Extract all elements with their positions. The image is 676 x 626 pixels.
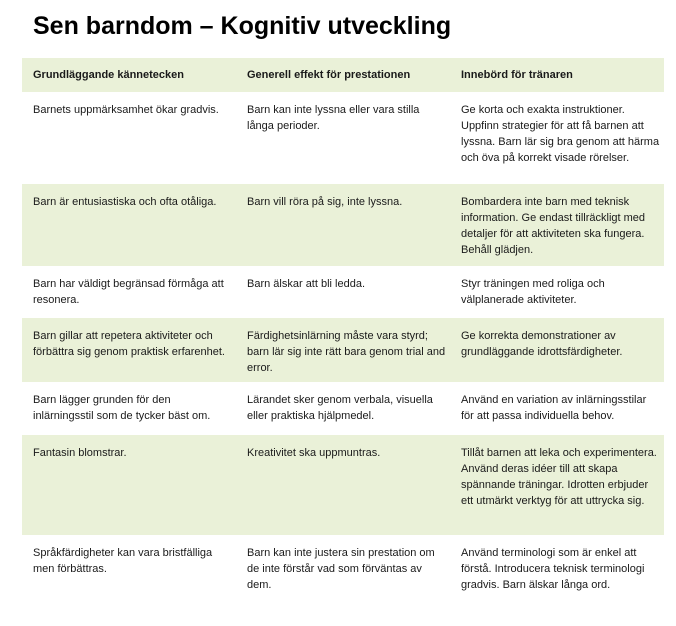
table-row [22,266,664,318]
table-row [22,318,664,382]
table-cell: Tillåt barnen att leka och experimentera. Använd deras idéer till att skapa spännande träningar. Idrotten erbjuder ett utmärkt verktyg för att uttrycka sig. [461,447,657,507]
table-cell: Barn är entusiastiska och ofta otåliga. [33,196,217,208]
column-header: Grundläggande kännetecken [33,69,184,81]
table-cell: Färdighetsinlärning måste vara styrd; barn lär sig inte rätt bara genom trial and error. [247,330,446,374]
table-cell: Barn gillar att repetera aktiviteter och förbättra sig genom praktisk erfarenhet. [33,330,225,358]
table-cell: Ge korta och exakta instruktioner. Uppfinn strategier för att få barnen att lyssna. Barn lär sig bra genom att härma och öva på korrekt visade rörelser. [461,104,660,164]
development-table [22,58,664,605]
table-cell: Styr träningen med roliga och välplanerade aktiviteter. [461,278,605,306]
page-title: Sen barndom – Kognitiv utveckling [33,12,452,40]
table-cell: Ge korrekta demonstrationer av grundläggande idrottsfärdigheter. [461,330,623,358]
table-cell: Barn lägger grunden för den inlärningsstil som de tycker bäst om. [33,394,211,422]
table-row [22,535,664,605]
table-cell: Språkfärdigheter kan vara bristfälliga men förbättras. [33,547,213,575]
table-cell: Använd terminologi som är enkel att förstå. Introducera teknisk terminologi gradvis. Barn älskar långa ord. [461,547,645,591]
table-row [22,435,664,535]
table-cell: Barn har väldigt begränsad förmåga att resonera. [33,278,224,306]
table-cell: Fantasin blomstrar. [33,447,127,459]
table-row [22,92,664,184]
column-header: Innebörd för tränaren [461,69,573,81]
table-row [22,184,664,266]
table-row [22,382,664,435]
table-cell: Barn kan inte lyssna eller vara stilla långa perioder. [247,104,420,132]
table-cell: Barn kan inte justera sin prestation om de inte förstår vad som förväntas av dem. [247,547,435,591]
table-cell: Barnets uppmärksamhet ökar gradvis. [33,104,219,116]
table-cell: Barn vill röra på sig, inte lyssna. [247,196,403,208]
table-header-row [22,58,664,92]
table-cell: Bombardera inte barn med teknisk information. Ge endast tillräckligt med detaljer för att aktiviteten ska fungera. Behåll glädjen. [461,196,646,256]
column-header: Generell effekt för prestationen [247,69,411,81]
table-cell: Använd en variation av inlärningsstilar för att passa individuella behov. [461,394,647,422]
table-cell: Kreativitet ska uppmuntras. [247,447,381,459]
table-cell: Barn älskar att bli ledda. [247,278,366,290]
table-cell: Lärandet sker genom verbala, visuella eller praktiska hjälpmedel. [247,394,433,422]
